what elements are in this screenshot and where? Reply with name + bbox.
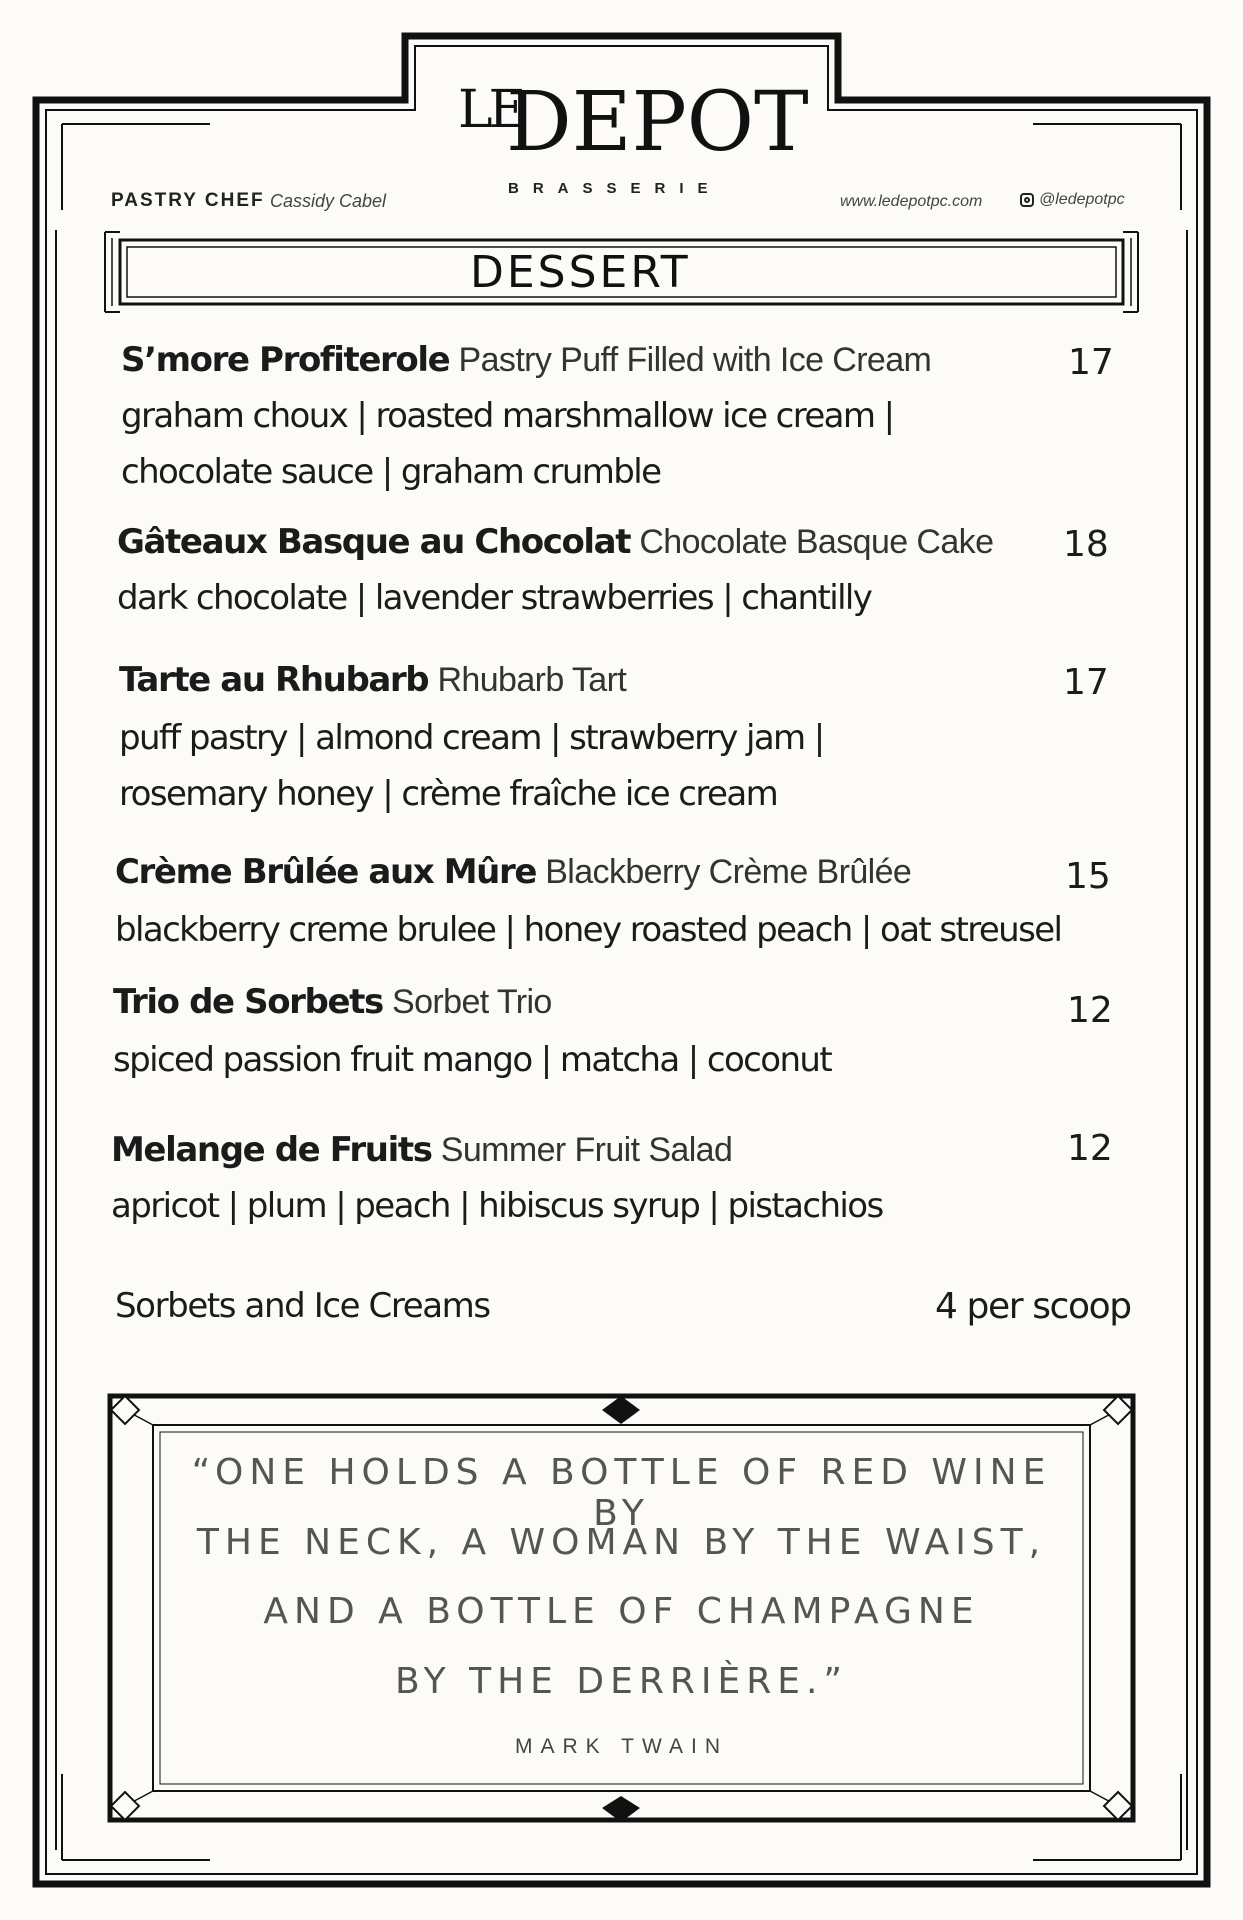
menu-item-price: 4 per scoop [935,1286,1131,1327]
website-link[interactable]: www.ledepotpc.com [840,193,983,210]
menu-item-name: S’more Profiterole [121,340,450,380]
quote-line: “ONE HOLDS A BOTTLE OF RED WINE BY [191,1452,1052,1534]
menu-item-description: rosemary honey | crème fraîche ice cream [119,774,778,814]
menu-item-price: 18 [1063,524,1109,565]
menu-item-name: Crème Brûlée aux Mûre [115,852,536,892]
menu-item-price: 12 [1067,990,1113,1031]
menu-item-description: blackberry creme brulee | honey roasted peach | oat streusel [115,910,1062,950]
instagram-handle[interactable] [1020,191,1125,209]
menu-item-description: dark chocolate | lavender strawberries | chantilly [117,578,872,618]
menu-item-price: 15 [1065,856,1111,897]
section-title: DESSERT [470,247,691,298]
menu-item-name: Gâteaux Basque au Chocolat [117,522,631,562]
quote-line: BY THE DERRIÈRE.” [394,1661,849,1702]
menu-item-description: chocolate sauce | graham crumble [121,452,661,492]
menu-item-name: Sorbets and Ice Creams [115,1286,490,1326]
menu-item-subtitle: Blackberry Crème Brûlée [545,853,912,891]
menu-item-subtitle: Rhubarb Tart [437,661,627,699]
menu-item-subtitle: Summer Fruit Salad [440,1131,733,1169]
menu-item-name: Trio de Sorbets [113,982,383,1022]
logo-subtitle: BRASSERIE [508,180,722,197]
menu-item-subtitle: Chocolate Basque Cake [639,523,994,561]
menu-item-description: apricot | plum | peach | hibiscus syrup | pistachios [111,1186,883,1226]
quote-author: MARK TWAIN [514,1735,728,1758]
menu-item-name: Tarte au Rhubarb [119,660,429,700]
menu-item-subtitle: Pastry Puff Filled with Ice Cream [458,341,932,379]
pastry-chef-name: Cassidy Cabel [270,191,387,211]
quote-line: AND A BOTTLE OF CHAMPAGNE [263,1591,980,1632]
logo-wordmark: DEPOT [506,75,809,170]
menu-item-price: 17 [1063,662,1109,703]
quote-line: THE NECK, A WOMAN BY THE WAIST, [196,1522,1047,1563]
menu-item-subtitle: Sorbet Trio [392,983,552,1021]
instagram-icon [1020,193,1034,207]
menu-item-description: spiced passion fruit mango | matcha | coconut [113,1040,832,1080]
menu-item-price: 17 [1068,342,1114,383]
menu-item-name: Melange de Fruits [111,1130,432,1170]
menu-item-price: 12 [1067,1128,1113,1169]
instagram-handle-text: @ledepotpc [1039,191,1125,208]
menu-item-description: graham choux | roasted marshmallow ice cream | [121,396,894,436]
logo-prefix: LE [458,80,523,140]
menu-item-description: puff pastry | almond cream | strawberry jam | [119,718,824,758]
pastry-chef-label: PASTRY CHEF [111,190,265,211]
